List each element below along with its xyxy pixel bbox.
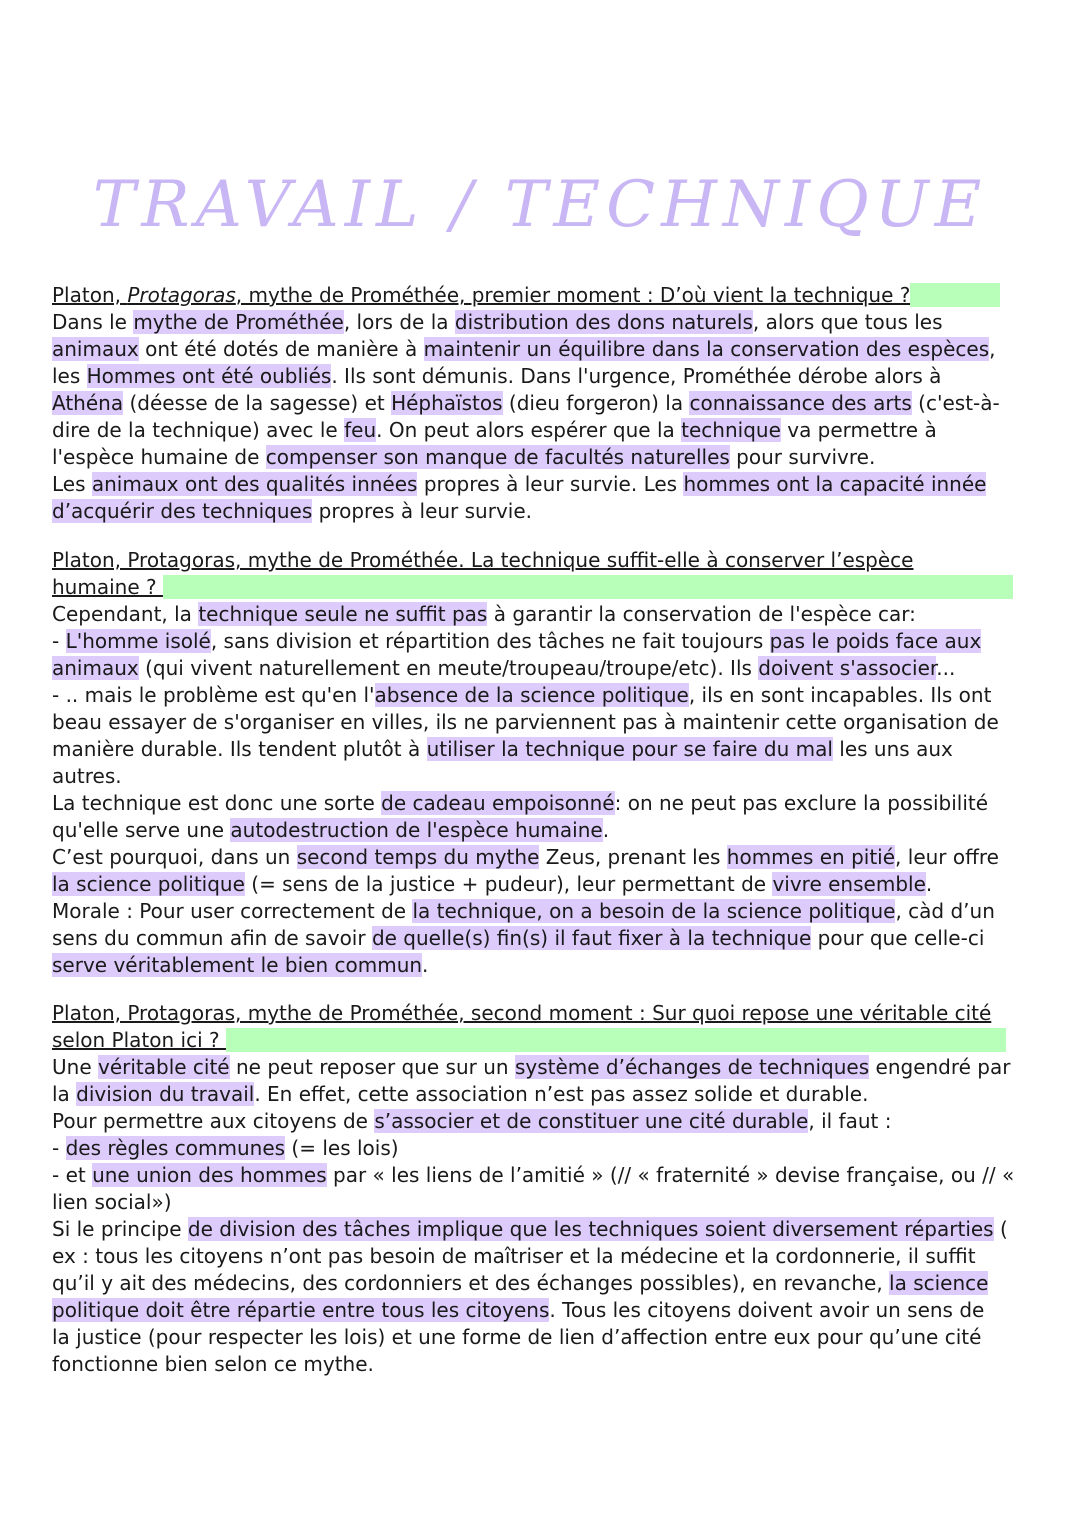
highlighted-text: animaux ont des qualités innées [91, 472, 418, 496]
text-segment: manière durable. Ils tendent plutôt à [52, 737, 427, 761]
text-segment: Morale : Pour user correctement de [52, 899, 413, 923]
text-segment: - et [52, 1163, 93, 1187]
text-line [52, 790, 1032, 817]
text-segment: . [602, 818, 610, 842]
text-line [52, 444, 1032, 471]
text-segment: , leur offre [895, 845, 999, 869]
text-segment: propres à leur survie. [312, 499, 533, 523]
highlighted-text: doivent s'associer [758, 656, 937, 680]
text-segment: (qui vivent naturellement en meute/troupeau/troupe/etc). Ils [138, 656, 759, 680]
highlighted-text: d’acquérir des techniques [52, 499, 313, 523]
highlighted-text: la science politique [52, 872, 245, 896]
highlighted-text: la science [889, 1271, 989, 1295]
highlighted-text: absence de la science politique [374, 683, 689, 707]
text-line [52, 1135, 1032, 1162]
highlighted-text: connaissance des arts [689, 391, 912, 415]
text-segment: les uns aux [832, 737, 953, 761]
highlighted-text: une union des hommes [92, 1163, 327, 1187]
text-segment: . On peut alors espérer que la [376, 418, 682, 442]
text-line [52, 655, 1032, 682]
text-segment: propres à leur survie. Les [417, 472, 684, 496]
text-line [52, 471, 1032, 498]
highlighted-text: compenser son manque de facultés naturelles [265, 445, 730, 469]
text-line [52, 1351, 1032, 1378]
section-heading-line [52, 282, 1032, 309]
green-highlight-marker [226, 1028, 1006, 1052]
highlighted-text: utiliser la technique pour se faire du mal [426, 737, 833, 761]
text-segment: Si le principe [52, 1217, 188, 1241]
text-line [52, 498, 1032, 525]
text-line [52, 736, 1032, 763]
text-segment: C’est pourquoi, dans un [52, 845, 297, 869]
text-line [52, 1324, 1032, 1351]
text-segment: Dans le [52, 310, 134, 334]
text-segment: (= les lois) [285, 1136, 399, 1160]
text-segment: - [52, 629, 66, 653]
highlighted-text: technique [681, 418, 781, 442]
text-segment: (= sens de la justice + pudeur), leur permettant de [244, 872, 773, 896]
highlighted-text: L'homme isolé [65, 629, 211, 653]
highlighted-text: Hommes ont été oubliés [86, 364, 332, 388]
text-segment: Protagoras [127, 283, 236, 307]
highlighted-text: politique doit être répartie entre tous les citoyens [52, 1298, 550, 1322]
text-segment: dire de la technique) avec le [52, 418, 345, 442]
text-segment: , càd d’un [895, 899, 995, 923]
highlighted-text: technique seule ne suffit pas [198, 602, 488, 626]
text-segment: , il faut : [808, 1109, 892, 1133]
text-segment: autres. [52, 764, 122, 788]
text-line [52, 1216, 1032, 1243]
text-segment: les [52, 364, 87, 388]
page-title: TRAVAIL / TECHNIQUE [92, 168, 988, 242]
text-line [52, 1243, 1032, 1270]
text-segment: Platon, Protagoras, mythe de Prométhée. La technique suffit-elle à conserver l’espèce [52, 548, 914, 572]
section-heading-line [52, 547, 1032, 574]
highlighted-text: de quelle(s) fin(s) il faut fixer à la technique [371, 926, 812, 950]
highlighted-text: division du travail [76, 1082, 255, 1106]
text-line [52, 336, 1032, 363]
text-line [52, 817, 1032, 844]
text-segment: , mythe de Prométhée, premier moment : D’où vient la technique ? [235, 283, 911, 307]
green-highlight-marker [910, 283, 1000, 307]
highlighted-text: des règles communes [65, 1136, 286, 1160]
highlighted-text: animaux [52, 656, 139, 680]
text-segment: . Ils sont démunis. Dans l'urgence, Prométhée dérobe alors à [331, 364, 942, 388]
text-segment: sens du commun afin de savoir [52, 926, 372, 950]
text-segment: selon Platon ici ? [52, 1028, 226, 1052]
text-segment: Cependant, la [52, 602, 199, 626]
highlighted-text: vivre ensemble [772, 872, 926, 896]
text-line [52, 1081, 1032, 1108]
text-line [52, 601, 1032, 628]
text-line [52, 709, 1032, 736]
highlighted-text: Athéna [52, 391, 124, 415]
highlighted-text: autodestruction de l'espèce humaine [230, 818, 603, 842]
section-heading-line [52, 1000, 1032, 1027]
text-line [52, 763, 1032, 790]
text-line [52, 574, 1032, 601]
text-segment: Une [52, 1055, 98, 1079]
text-line [52, 628, 1032, 655]
highlighted-text: système d’échanges de techniques [514, 1055, 870, 1079]
text-segment: ont été dotés de manière à [138, 337, 424, 361]
highlighted-text: maintenir un équilibre dans la conservation des espèces [423, 337, 990, 361]
text-segment: qu'elle serve une [52, 818, 231, 842]
highlighted-text: véritable cité [97, 1055, 230, 1079]
text-segment: pour que celle-ci [811, 926, 985, 950]
text-segment: . Tous les citoyens doivent avoir un sens de [549, 1298, 985, 1322]
section-premier-moment [52, 282, 1032, 525]
text-segment: ... [936, 656, 956, 680]
text-segment: (c'est-à- [911, 391, 1000, 415]
text-segment: ne peut reposer que sur un [229, 1055, 515, 1079]
text-segment: engendré par [869, 1055, 1011, 1079]
text-segment: humaine ? [52, 575, 163, 599]
text-segment: Pour permettre aux citoyens de [52, 1109, 375, 1133]
text-line [52, 1297, 1032, 1324]
text-line [52, 898, 1032, 925]
highlighted-text: distribution des dons naturels [454, 310, 753, 334]
highlighted-text: hommes ont la capacité innée [683, 472, 987, 496]
text-line [52, 390, 1032, 417]
text-line [52, 844, 1032, 871]
text-segment: la justice (pour respecter les lois) et une forme de lien d’affection entre eux pour qu’une cité [52, 1325, 982, 1349]
text-line [52, 417, 1032, 444]
text-segment: fonctionne bien selon ce mythe. [52, 1352, 374, 1376]
highlighted-text: de division des tâches implique que les techniques soient diversement réparties [187, 1217, 994, 1241]
text-segment: beau essayer de s'organiser en villes, ils ne parviennent pas à maintenir cette organisation de [52, 710, 999, 734]
highlighted-text: s’associer et de constituer une cité durable [374, 1109, 809, 1133]
text-segment: Platon, [52, 283, 128, 307]
text-line [52, 1054, 1032, 1081]
text-segment: qu’il y ait des médecins, des cordonniers et des échanges possibles), en revanche, [52, 1271, 890, 1295]
text-segment: ex : tous les citoyens n’ont pas besoin de maîtriser et la médecine et la cordonnerie, il suffit [52, 1244, 976, 1268]
text-line [52, 682, 1032, 709]
text-segment: . En effet, cette association n’est pas assez solide et durable. [254, 1082, 869, 1106]
text-segment: - .. mais le problème est qu'en l' [52, 683, 375, 707]
text-segment: à garantir la conservation de l'espèce car: [487, 602, 916, 626]
text-segment: par « les liens de l’amitié » (// « fraternité » devise française, ou // « [326, 1163, 1015, 1187]
highlighted-text: mythe de Prométhée [133, 310, 344, 334]
text-segment: pour survivre. [729, 445, 876, 469]
text-line [52, 952, 1032, 979]
text-segment: - [52, 1136, 66, 1160]
text-line [52, 1189, 1032, 1216]
section-technique-suffit [52, 547, 1032, 979]
text-segment: , lors de la [343, 310, 455, 334]
text-line [52, 1162, 1032, 1189]
section-second-moment [52, 1000, 1032, 1378]
text-line [52, 925, 1032, 952]
text-segment: . [422, 953, 429, 977]
text-segment: , ils en sont incapables. Ils ont [688, 683, 992, 707]
highlighted-text: feu [344, 418, 377, 442]
highlighted-text: de cadeau empoisonné [381, 791, 615, 815]
text-line [52, 871, 1032, 898]
text-segment: . [925, 872, 933, 896]
text-segment: l'espèce humaine de [52, 445, 266, 469]
highlighted-text: second temps du mythe [296, 845, 540, 869]
text-segment: , alors que tous les [752, 310, 943, 334]
text-segment: la [52, 1082, 77, 1106]
highlighted-text: animaux [52, 337, 139, 361]
text-segment: Zeus, prenant les [539, 845, 727, 869]
text-segment: , [989, 337, 996, 361]
text-segment: , sans division et répartition des tâches ne fait toujours [210, 629, 770, 653]
highlighted-text: serve véritablement le bien commun [52, 953, 423, 977]
green-highlight-marker [163, 575, 1013, 599]
text-segment: Les [52, 472, 92, 496]
highlighted-text: Héphaïstos [391, 391, 503, 415]
highlighted-text: la technique, on a besoin de la science politique [412, 899, 896, 923]
text-line [52, 1108, 1032, 1135]
text-segment: Platon, Protagoras, mythe de Prométhée, second moment : Sur quoi repose une véritable cité [52, 1001, 992, 1025]
text-line [52, 309, 1032, 336]
text-segment: (déesse de la sagesse) et [123, 391, 392, 415]
text-segment: : on ne peut pas exclure la possibilité [614, 791, 989, 815]
text-line [52, 1027, 1032, 1054]
text-segment: (dieu forgeron) la [502, 391, 690, 415]
text-segment: La technique est donc une sorte [52, 791, 382, 815]
highlighted-text: pas le poids face aux [769, 629, 982, 653]
text-line [52, 363, 1032, 390]
text-line [52, 1270, 1032, 1297]
text-segment: lien social») [52, 1190, 172, 1214]
text-segment: ( [993, 1217, 1008, 1241]
highlighted-text: hommes en pitié [726, 845, 896, 869]
text-segment: va permettre à [780, 418, 937, 442]
